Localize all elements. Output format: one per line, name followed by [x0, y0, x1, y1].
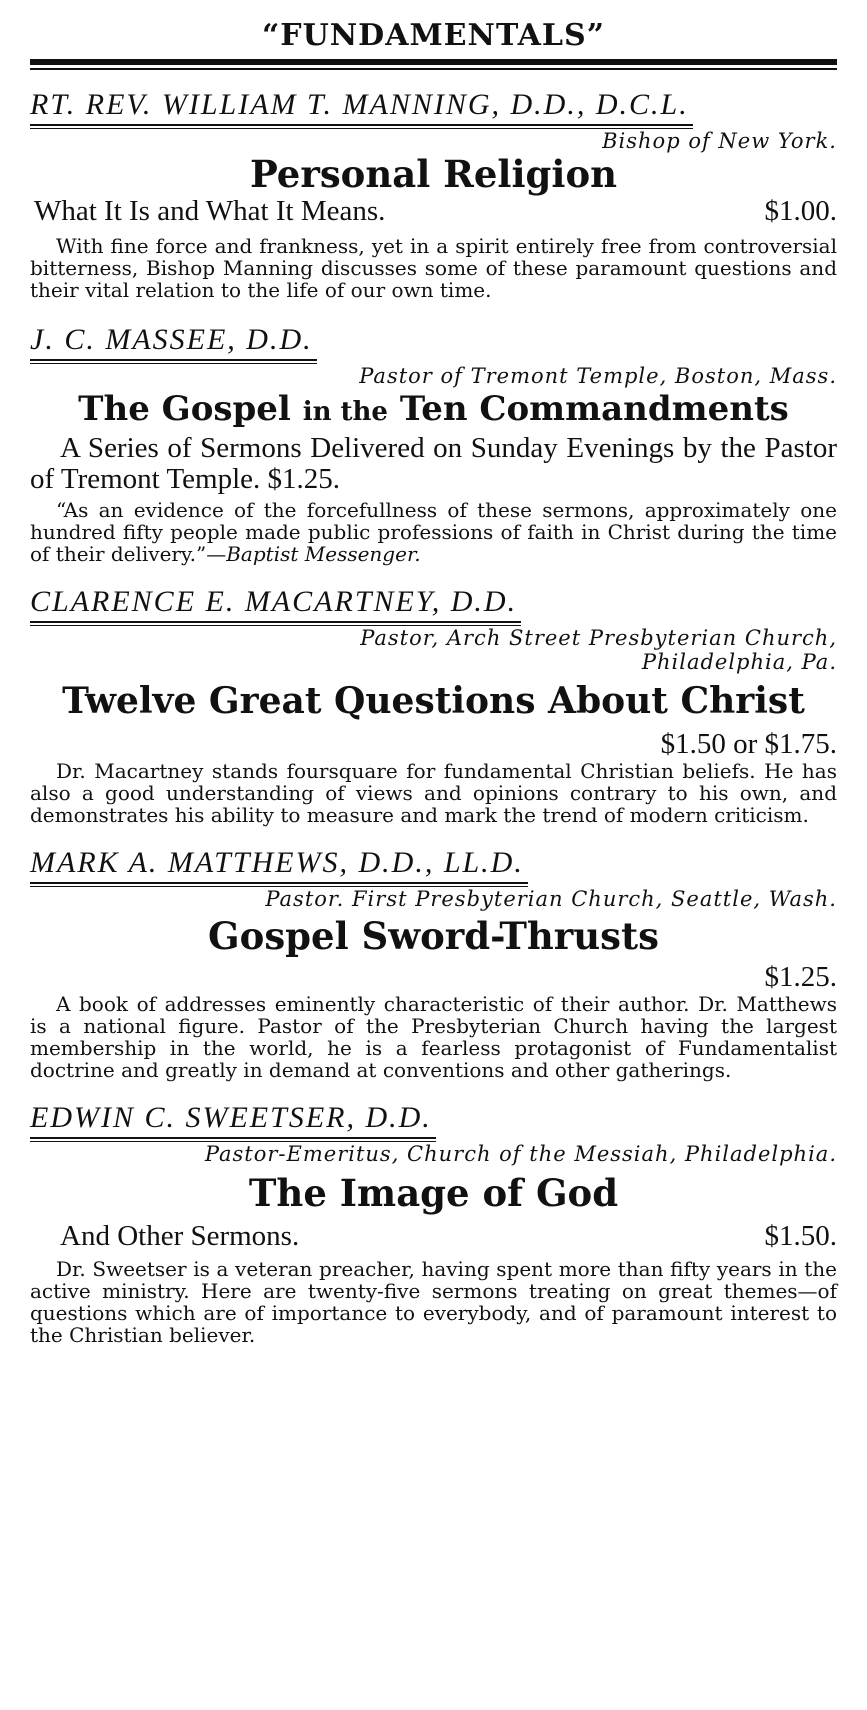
book-description — [30, 499, 837, 565]
description-text: “As an evidence of the forcefullness of these sermons, approximately one hundred fifty people made public professions of faith in Christ during the time of their delivery.”— — [30, 498, 837, 566]
description-text: A book of addresses eminently characteristic of their author. Dr. Matthews is a national figure. Pastor of the Presbyterian Church having the largest membership in the world, he is a fearless protagonist of Fundamentalist doctrine and greatly in demand at conventions and other gatherings. — [30, 992, 837, 1082]
page-header: “FUNDAMENTALS” — [262, 18, 605, 53]
book-title — [30, 388, 837, 433]
book-entry — [30, 846, 837, 1081]
book-subtitle: What It Is and What It Means. — [34, 195, 386, 227]
title-part: Ten Commandments — [399, 389, 789, 429]
title-part: The Gospel — [78, 389, 291, 429]
author-name: EDWIN C. SWEETSER, D.D. — [30, 1101, 432, 1134]
author-affiliation: Pastor, Arch Street Presbyterian Church, — [360, 626, 837, 650]
book-entry — [30, 88, 837, 301]
author-block — [30, 323, 317, 364]
book-description — [30, 235, 837, 301]
book-price: $1.50 or $1.75. — [660, 728, 837, 760]
author-block — [30, 585, 521, 626]
description-text: Dr. Macartney stands foursquare for fundamental Christian beliefs. He has also a good understanding of views and opinions contrary to his own, and demonstrates his ability to measure and mark the trend of modern criticism. — [30, 759, 837, 827]
book-title: Gospel Sword-Thrusts — [208, 914, 659, 958]
author-name: MARK A. MATTHEWS, D.D., LL.D. — [30, 846, 524, 879]
author-underline — [30, 359, 317, 364]
author-affiliation: Pastor. First Presbyterian Church, Seattle, Wash. — [265, 887, 837, 911]
title-part: in the — [302, 397, 388, 427]
author-affiliation: Pastor of Tremont Temple, Boston, Mass. — [359, 364, 837, 388]
author-block — [30, 1101, 436, 1142]
author-underline — [30, 124, 693, 129]
quote-source: Baptist Messenger. — [226, 542, 421, 566]
book-price: $1.25. — [267, 463, 340, 495]
book-description — [30, 993, 837, 1081]
header-rule — [30, 59, 837, 70]
book-title: The Image of God — [248, 1171, 619, 1215]
book-description — [30, 1258, 837, 1346]
book-price: $1.00. — [764, 195, 837, 227]
book-subtitle: A Series of Sermons Delivered on Sunday Evenings by the Pastor of Tremont Temple. — [30, 432, 837, 495]
book-entry — [30, 323, 837, 565]
book-entry — [30, 1101, 837, 1346]
subtitle-line — [30, 195, 837, 227]
description-text: Dr. Sweetser is a veteran preacher, having spent more than fifty years in the active ministry. Here are twenty-five sermons treating on great themes—of questions which are of importance to everybody, and of paramount interest to the Christian believer. — [30, 1257, 837, 1347]
book-title: Twelve Great Questions About Christ — [62, 680, 805, 722]
author-name: J. C. MASSEE, D.D. — [30, 323, 313, 356]
author-affiliation-location: Philadelphia, Pa. — [641, 650, 837, 674]
author-name: RT. REV. WILLIAM T. MANNING, D.D., D.C.L. — [30, 88, 689, 121]
book-price: $1.50. — [764, 1220, 837, 1252]
author-block — [30, 846, 528, 887]
book-entry — [30, 585, 837, 826]
book-price: $1.25. — [764, 961, 837, 993]
book-title: Personal Religion — [249, 152, 618, 196]
book-description — [30, 760, 837, 826]
author-affiliation: Bishop of New York. — [602, 129, 837, 153]
author-block — [30, 88, 693, 129]
subtitle-line — [30, 1220, 837, 1252]
author-name: CLARENCE E. MACARTNEY, D.D. — [30, 585, 518, 618]
book-subtitle: And Other Sermons. — [60, 1220, 300, 1252]
subtitle-line — [30, 433, 837, 495]
description-text: With fine force and frankness, yet in a spirit entirely free from controversial bitterness, Bishop Manning discusses some of these paramount questions and their vital relation to the life of our own time. — [30, 234, 837, 302]
author-affiliation: Pastor-Emeritus, Church of the Messiah, Philadelphia. — [204, 1142, 837, 1166]
